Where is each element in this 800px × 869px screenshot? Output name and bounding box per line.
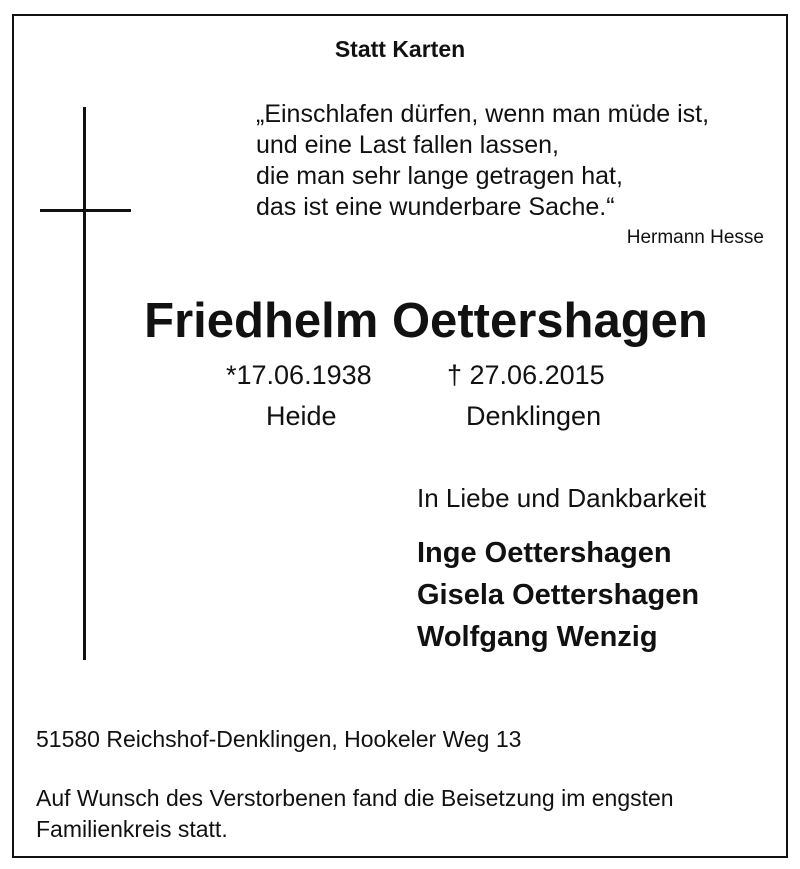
funeral-note: Auf Wunsch des Verstorbenen fand die Beisetzung im engsten Familienkreis statt. [36,785,674,842]
mourners-list [417,532,699,658]
header-statt-karten: Statt Karten [334,36,466,62]
dedication-text: In Liebe und Dankbarkeit [417,483,707,513]
mourner-name: Gisela Oettershagen [417,579,700,611]
mourner-name: Wolfgang Wenzig [417,621,658,653]
quote-author: Hermann Hesse [626,227,764,248]
death-date: † 27.06.2015 [447,360,605,390]
cross-horizontal-bar [40,209,131,212]
quote-line: „Einschlafen dürfen, wenn man müde ist, [256,100,710,128]
quote-line: das ist eine wunderbare Sache.“ [256,193,615,221]
deceased-name: Friedhelm Oettershagen [144,294,708,348]
quote-line: die man sehr lange getragen hat, [256,162,623,190]
family-address: 51580 Reichshof-Denklingen, Hookeler Weg 13 [36,726,522,752]
cross-vertical-bar [83,107,86,660]
quote-block [256,99,709,223]
birth-date: *17.06.1938 [226,360,372,390]
birth-place: Heide [266,401,337,431]
death-place: Denklingen [466,401,602,431]
quote-line: und eine Last fallen lassen, [256,131,559,159]
mourner-name: Inge Oettershagen [417,537,672,569]
